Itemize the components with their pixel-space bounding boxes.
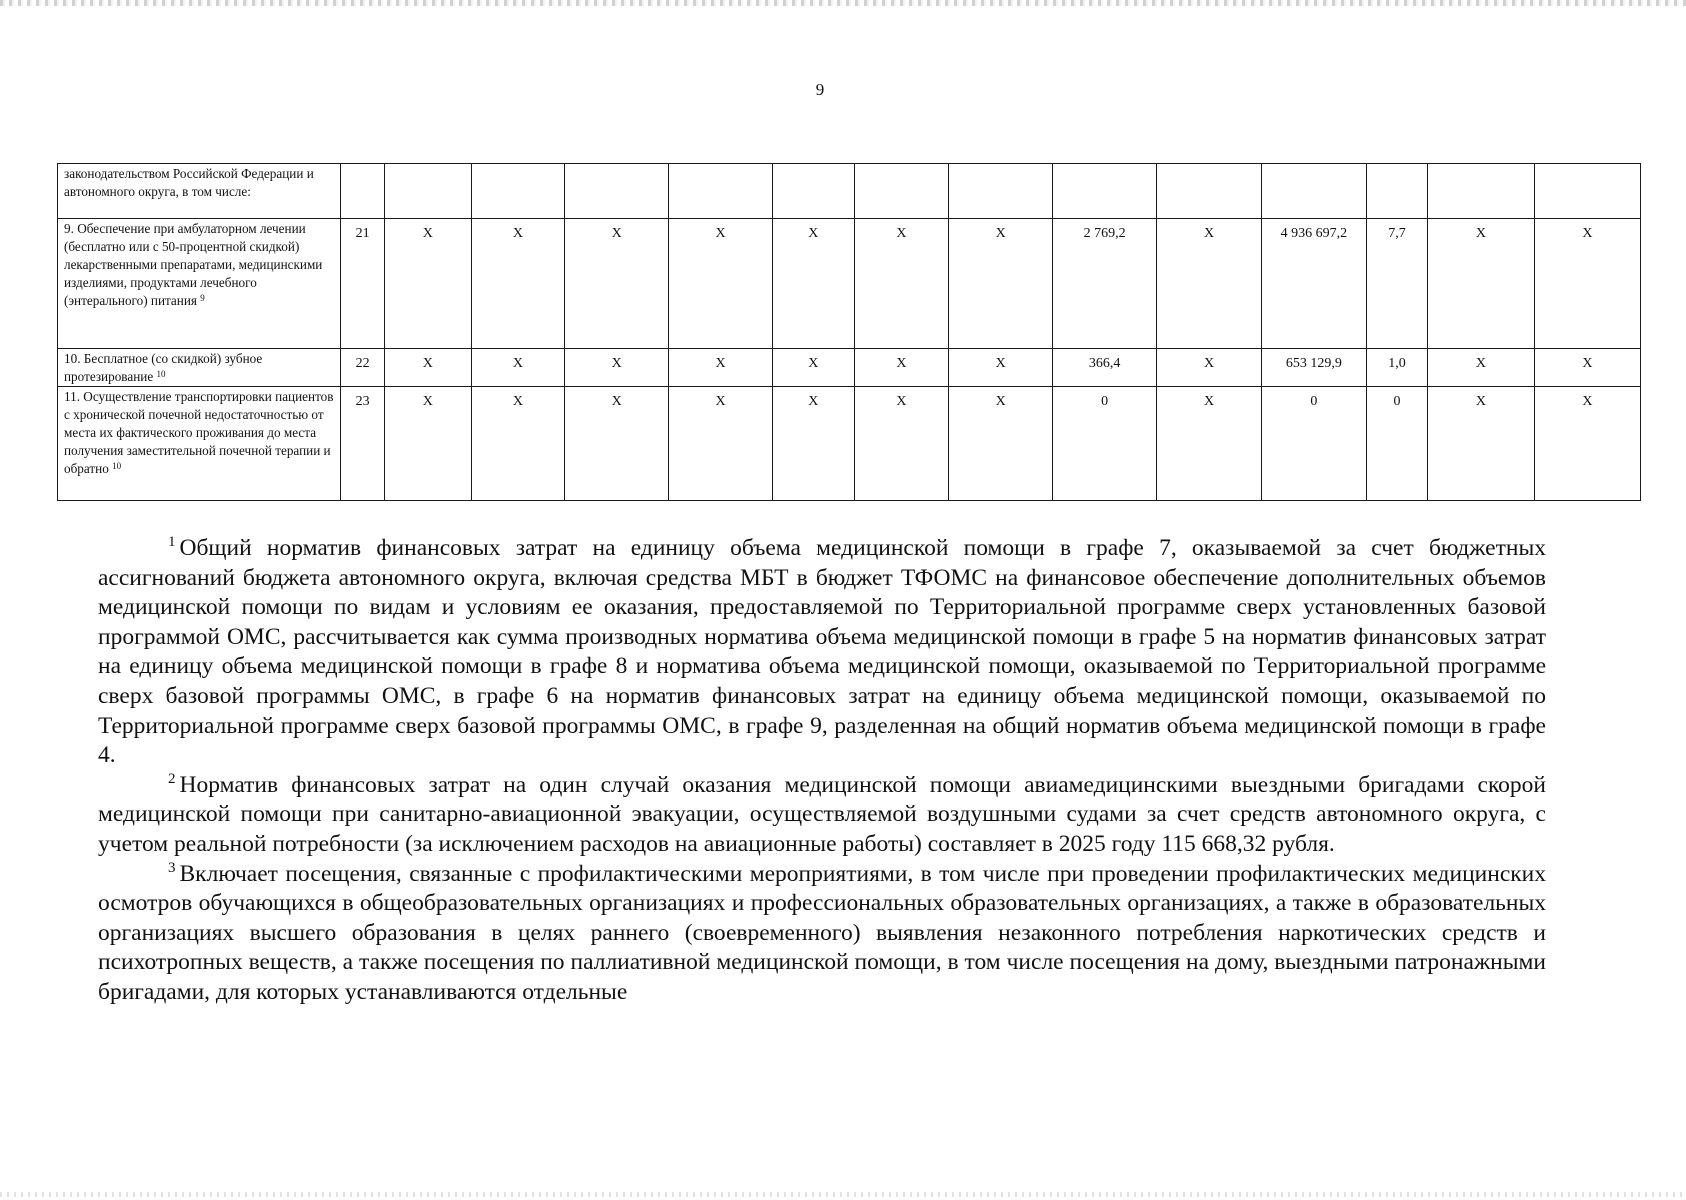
table-cell: 0 [1053,387,1157,501]
footnote-mark: 3 [168,859,176,876]
table-cell: 366,4 [1053,349,1157,387]
table-cell: X [384,387,471,501]
table-cell: 1,0 [1366,349,1427,387]
table-cell: 2 769,2 [1053,219,1157,349]
table-cell [565,164,669,219]
table-cell: X [471,349,565,387]
footnote-ref: 10 [112,461,122,471]
table-cell: 22 [341,349,385,387]
table-cell: X [1534,387,1640,501]
scan-edge-bottom [0,1192,1686,1197]
footnote-paragraph [98,771,1546,860]
table-cell [949,164,1053,219]
footnote-text: Включает посещения, связанные с профилактическими мероприятиями, в том числе при проведении профилактических медицинских осмотров обучающихся в общеобразовательных организациях и профессиональных образовательных организациях, а также в образовательных организациях высшего образования в целях раннего (своевременного) выявления незаконного потребления наркотических средств и психотропных веществ, а также посещения по паллиативной медицинской помощи, в том числе посещения на дому, выездными патронажными бригадами, для которых устанавливаются отдельные [98,860,1546,1005]
table-cell [773,164,854,219]
table-cell: X [854,387,949,501]
table-cell: X [1428,349,1535,387]
table-cell [1428,164,1535,219]
table-cell [1261,164,1366,219]
row-label-cell [58,387,341,501]
table-cell: 4 936 697,2 [1261,219,1366,349]
table-row [58,349,1641,387]
table-cell: X [669,219,773,349]
table-cell: X [949,349,1053,387]
table-cell: 0 [1261,387,1366,501]
table-cell: X [384,219,471,349]
table-cell: 7,7 [1366,219,1427,349]
table-cell: X [949,387,1053,501]
table-cell: X [384,349,471,387]
table-cell: X [565,219,669,349]
table-cell [471,164,565,219]
table-cell: X [773,387,854,501]
table-cell: X [1157,219,1262,349]
table-cell [669,164,773,219]
table-cell [1366,164,1427,219]
table-cell: X [1157,349,1262,387]
table-cell: X [773,349,854,387]
footnote-text: Общий норматив финансовых затрат на единицу объема медицинской помощи в графе 7, оказываемой за счет бюджетных ассигнований бюджета автономного округа, включая средства МБТ в бюджет ТФОМС на финансовое обеспечение дополнительных объемов медицинской помощи по видам и условиям ее оказания, предоставляемой по Территориальной программе сверх установленных базовой программой ОМС, рассчитывается как сумма производных норматива объема медицинской помощи в графе 5 на норматив финансовых затрат на единицу объема медицинской помощи в графе 8 и норматива объема медицинской помощи, оказываемой по Территориальной программе сверх базовой программы ОМС, в графе 6 на норматив финансовых затрат на единицу объема медицинской помощи, оказываемой по Территориальной программе сверх базовой программы ОМС, в графе 9, разделенная на общий норматив объема медицинской помощи в графе 4. [98,535,1546,769]
table-cell: X [1534,219,1640,349]
row-label-cell [58,349,341,387]
table-cell: X [471,219,565,349]
table-cell [1053,164,1157,219]
footnote-paragraph [98,534,1546,771]
scan-edge-top [0,0,1686,6]
table-cell: X [854,349,949,387]
row-label: 11. Осуществление транспортировки пациентов с хронической почечной недостаточностью от места их фактического проживания до места получения заместительной почечной терапии и обратно [64,389,334,476]
footnote-paragraph [98,860,1546,1008]
table-cell: X [669,387,773,501]
table-row [58,387,1641,501]
table-cell [341,164,385,219]
footnote-mark: 1 [168,534,176,550]
row-label-cell [58,219,341,349]
footnote-mark: 2 [168,770,176,787]
table-cell: X [565,387,669,501]
table-cell: X [1428,219,1535,349]
row-label: законодательством Российской Федерации и автономного округа, в том числе: [64,166,314,199]
table-cell: X [471,387,565,501]
table-cell: X [1534,349,1640,387]
table-cell: X [1157,387,1262,501]
table-cell: 653 129,9 [1261,349,1366,387]
table-cell [1534,164,1640,219]
table-cell: X [1428,387,1535,501]
table-cell: 21 [341,219,385,349]
table-row [58,164,1641,219]
footnote-ref: 10 [156,369,166,379]
row-label: 9. Обеспечение при амбулаторном лечении (бесплатно или с 50-процентной скидкой) лекарственными препаратами, медицинскими изделиями, продуктами лечебного (энтерального) питания [64,221,323,308]
table-row [58,219,1641,349]
footnotes [98,534,1546,1008]
table-cell [854,164,949,219]
table-cell: X [854,219,949,349]
table-cell [384,164,471,219]
table-cell: X [669,349,773,387]
table-body [58,164,1641,501]
table-cell: X [565,349,669,387]
footnote-ref: 9 [200,293,205,303]
table-cell: X [773,219,854,349]
row-label: 10. Бесплатное (со скидкой) зубное протезирование [64,351,263,384]
table-cell: X [949,219,1053,349]
footnote-text: Норматив финансовых затрат на один случай оказания медицинской помощи авиамедицинскими выездными бригадами скорой медицинской помощи при санитарно-авиационной эвакуации, осуществляемой воздушными судами за счет средств автономного округа, с учетом реальной потребности (за исключением расходов на авиационные работы) составляет в 2025 году 115 668,32 рубля. [98,771,1546,857]
table-cell: 0 [1366,387,1427,501]
normatives-table [57,163,1641,501]
table-cell [1157,164,1262,219]
page-number: 9 [815,80,825,99]
table-cell: 23 [341,387,385,501]
row-label-cell [58,164,341,219]
